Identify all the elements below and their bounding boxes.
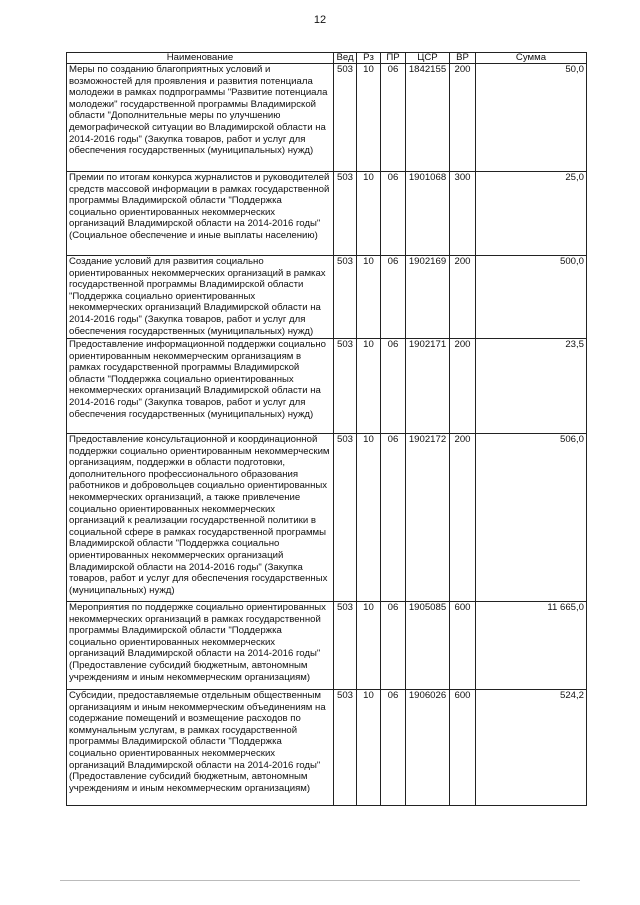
row-name: Субсидии, предоставляемые отдельным общественным организациям и иным некоммерческим объединениям на содержание помещений и возмещение расходов по коммунальным услугам, в рамках государственной программы Владимирской области "Поддержка социально ориентированных некоммерческих организаций Владимирской области на 2014-2016 годы" (Предоставление субсидий бюджетным, автономным учреждениям и иным некоммерческим организациям) (67, 690, 334, 806)
header-csr: ЦСР (406, 53, 450, 64)
row-rz: 10 (357, 256, 381, 339)
table-row (67, 64, 587, 172)
row-csr: 1906026 (406, 690, 450, 806)
table-row (67, 602, 587, 690)
row-rz: 10 (357, 602, 381, 690)
row-pr: 06 (381, 256, 406, 339)
row-sum: 23,5 (476, 339, 587, 434)
row-rz: 10 (357, 172, 381, 256)
table-row (67, 339, 587, 434)
row-vr: 600 (450, 690, 476, 806)
header-pr: ПР (381, 53, 406, 64)
row-name: Предоставление консультационной и координационной поддержки социально ориентированным некоммерческим организациям, поддержки в области подготовки, дополнительного профессионального образования работников и добровольцев социально ориентированных некоммерческих организаций, а также привлечение социально ориентированных некоммерческих организаций к реализации государственной политики в социальной сфере в рамках государственной программы Владимирской области "Поддержка социально ориентированных некоммерческих организаций Владимирской области на 2014-2016 годы" (Закупка товаров, работ и услуг для обеспечения государственных (муниципальных) нужд) (67, 434, 334, 602)
row-vr: 300 (450, 172, 476, 256)
row-csr: 1905085 (406, 602, 450, 690)
row-vr: 600 (450, 602, 476, 690)
header-sum: Сумма (476, 53, 587, 64)
table-row (67, 434, 587, 602)
header-name: Наименование (67, 53, 334, 64)
row-csr: 1901068 (406, 172, 450, 256)
row-ved: 503 (334, 602, 357, 690)
row-pr: 06 (381, 602, 406, 690)
row-rz: 10 (357, 434, 381, 602)
row-ved: 503 (334, 339, 357, 434)
row-csr: 1902171 (406, 339, 450, 434)
row-sum: 50,0 (476, 64, 587, 172)
header-ved: Вед (334, 53, 357, 64)
row-vr: 200 (450, 256, 476, 339)
row-sum: 506,0 (476, 434, 587, 602)
table-row (67, 256, 587, 339)
row-ved: 503 (334, 64, 357, 172)
table-row (67, 172, 587, 256)
budget-table (66, 52, 587, 806)
row-vr: 200 (450, 339, 476, 434)
row-rz: 10 (357, 64, 381, 172)
table-header-row (67, 53, 587, 64)
row-name: Создание условий для развития социально ориентированных некоммерческих организаций в рамках государственной программы Владимирской области "Поддержка социально ориентированных некоммерческих организаций Владимирской области на 2014-2016 годы" (Закупка товаров, работ и услуг для обеспечения государственных (муниципальных) нужд) (67, 256, 334, 339)
page-bottom-divider (60, 880, 580, 881)
row-csr: 1842155 (406, 64, 450, 172)
row-name: Меры по созданию благоприятных условий и возможностей для проявления и развития потенциала молодежи в рамках подпрограммы "Развитие потенциала молодежи" государственной программы Владимирской области "Дополнительные меры по улучшению демографической ситуации во Владимирской области на 2014-2016 годы" (Закупка товаров, работ и услуг для обеспечения государственных (муниципальных) нужд) (67, 64, 334, 172)
row-ved: 503 (334, 690, 357, 806)
row-sum: 500,0 (476, 256, 587, 339)
row-csr: 1902169 (406, 256, 450, 339)
row-ved: 503 (334, 256, 357, 339)
header-vr: ВР (450, 53, 476, 64)
row-pr: 06 (381, 434, 406, 602)
row-pr: 06 (381, 339, 406, 434)
row-pr: 06 (381, 690, 406, 806)
row-csr: 1902172 (406, 434, 450, 602)
row-pr: 06 (381, 64, 406, 172)
table-row (67, 690, 587, 806)
row-name: Мероприятия по поддержке социально ориентированных некоммерческих организаций в рамках государственной программы Владимирской области "Поддержка социально ориентированных некоммерческих организаций Владимирской области на 2014-2016 годы" (Предоставление субсидий бюджетным, автономным учреждениям и иным некоммерческим организациям) (67, 602, 334, 690)
header-rz: Рз (357, 53, 381, 64)
row-vr: 200 (450, 434, 476, 602)
row-ved: 503 (334, 434, 357, 602)
row-ved: 503 (334, 172, 357, 256)
row-sum: 25,0 (476, 172, 587, 256)
row-rz: 10 (357, 690, 381, 806)
row-name: Предоставление информационной поддержки социально ориентированным некоммерческим организациям в рамках государственной программы Владимирской области "Поддержка социально ориентированных некоммерческих организаций Владимирской области на 2014-2016 годы" (Закупка товаров, работ и услуг для обеспечения государственных (муниципальных) нужд) (67, 339, 334, 434)
row-rz: 10 (357, 339, 381, 434)
row-name: Премии по итогам конкурса журналистов и руководителей средств массовой информации в рамках государственной программы Владимирской области "Поддержка социально ориентированных некоммерческих организаций Владимирской области на 2014-2016 годы" (Социальное обеспечение и иные выплаты населению) (67, 172, 334, 256)
row-vr: 200 (450, 64, 476, 172)
page-number: 12 (313, 14, 327, 26)
row-pr: 06 (381, 172, 406, 256)
row-sum: 524,2 (476, 690, 587, 806)
row-sum: 11 665,0 (476, 602, 587, 690)
